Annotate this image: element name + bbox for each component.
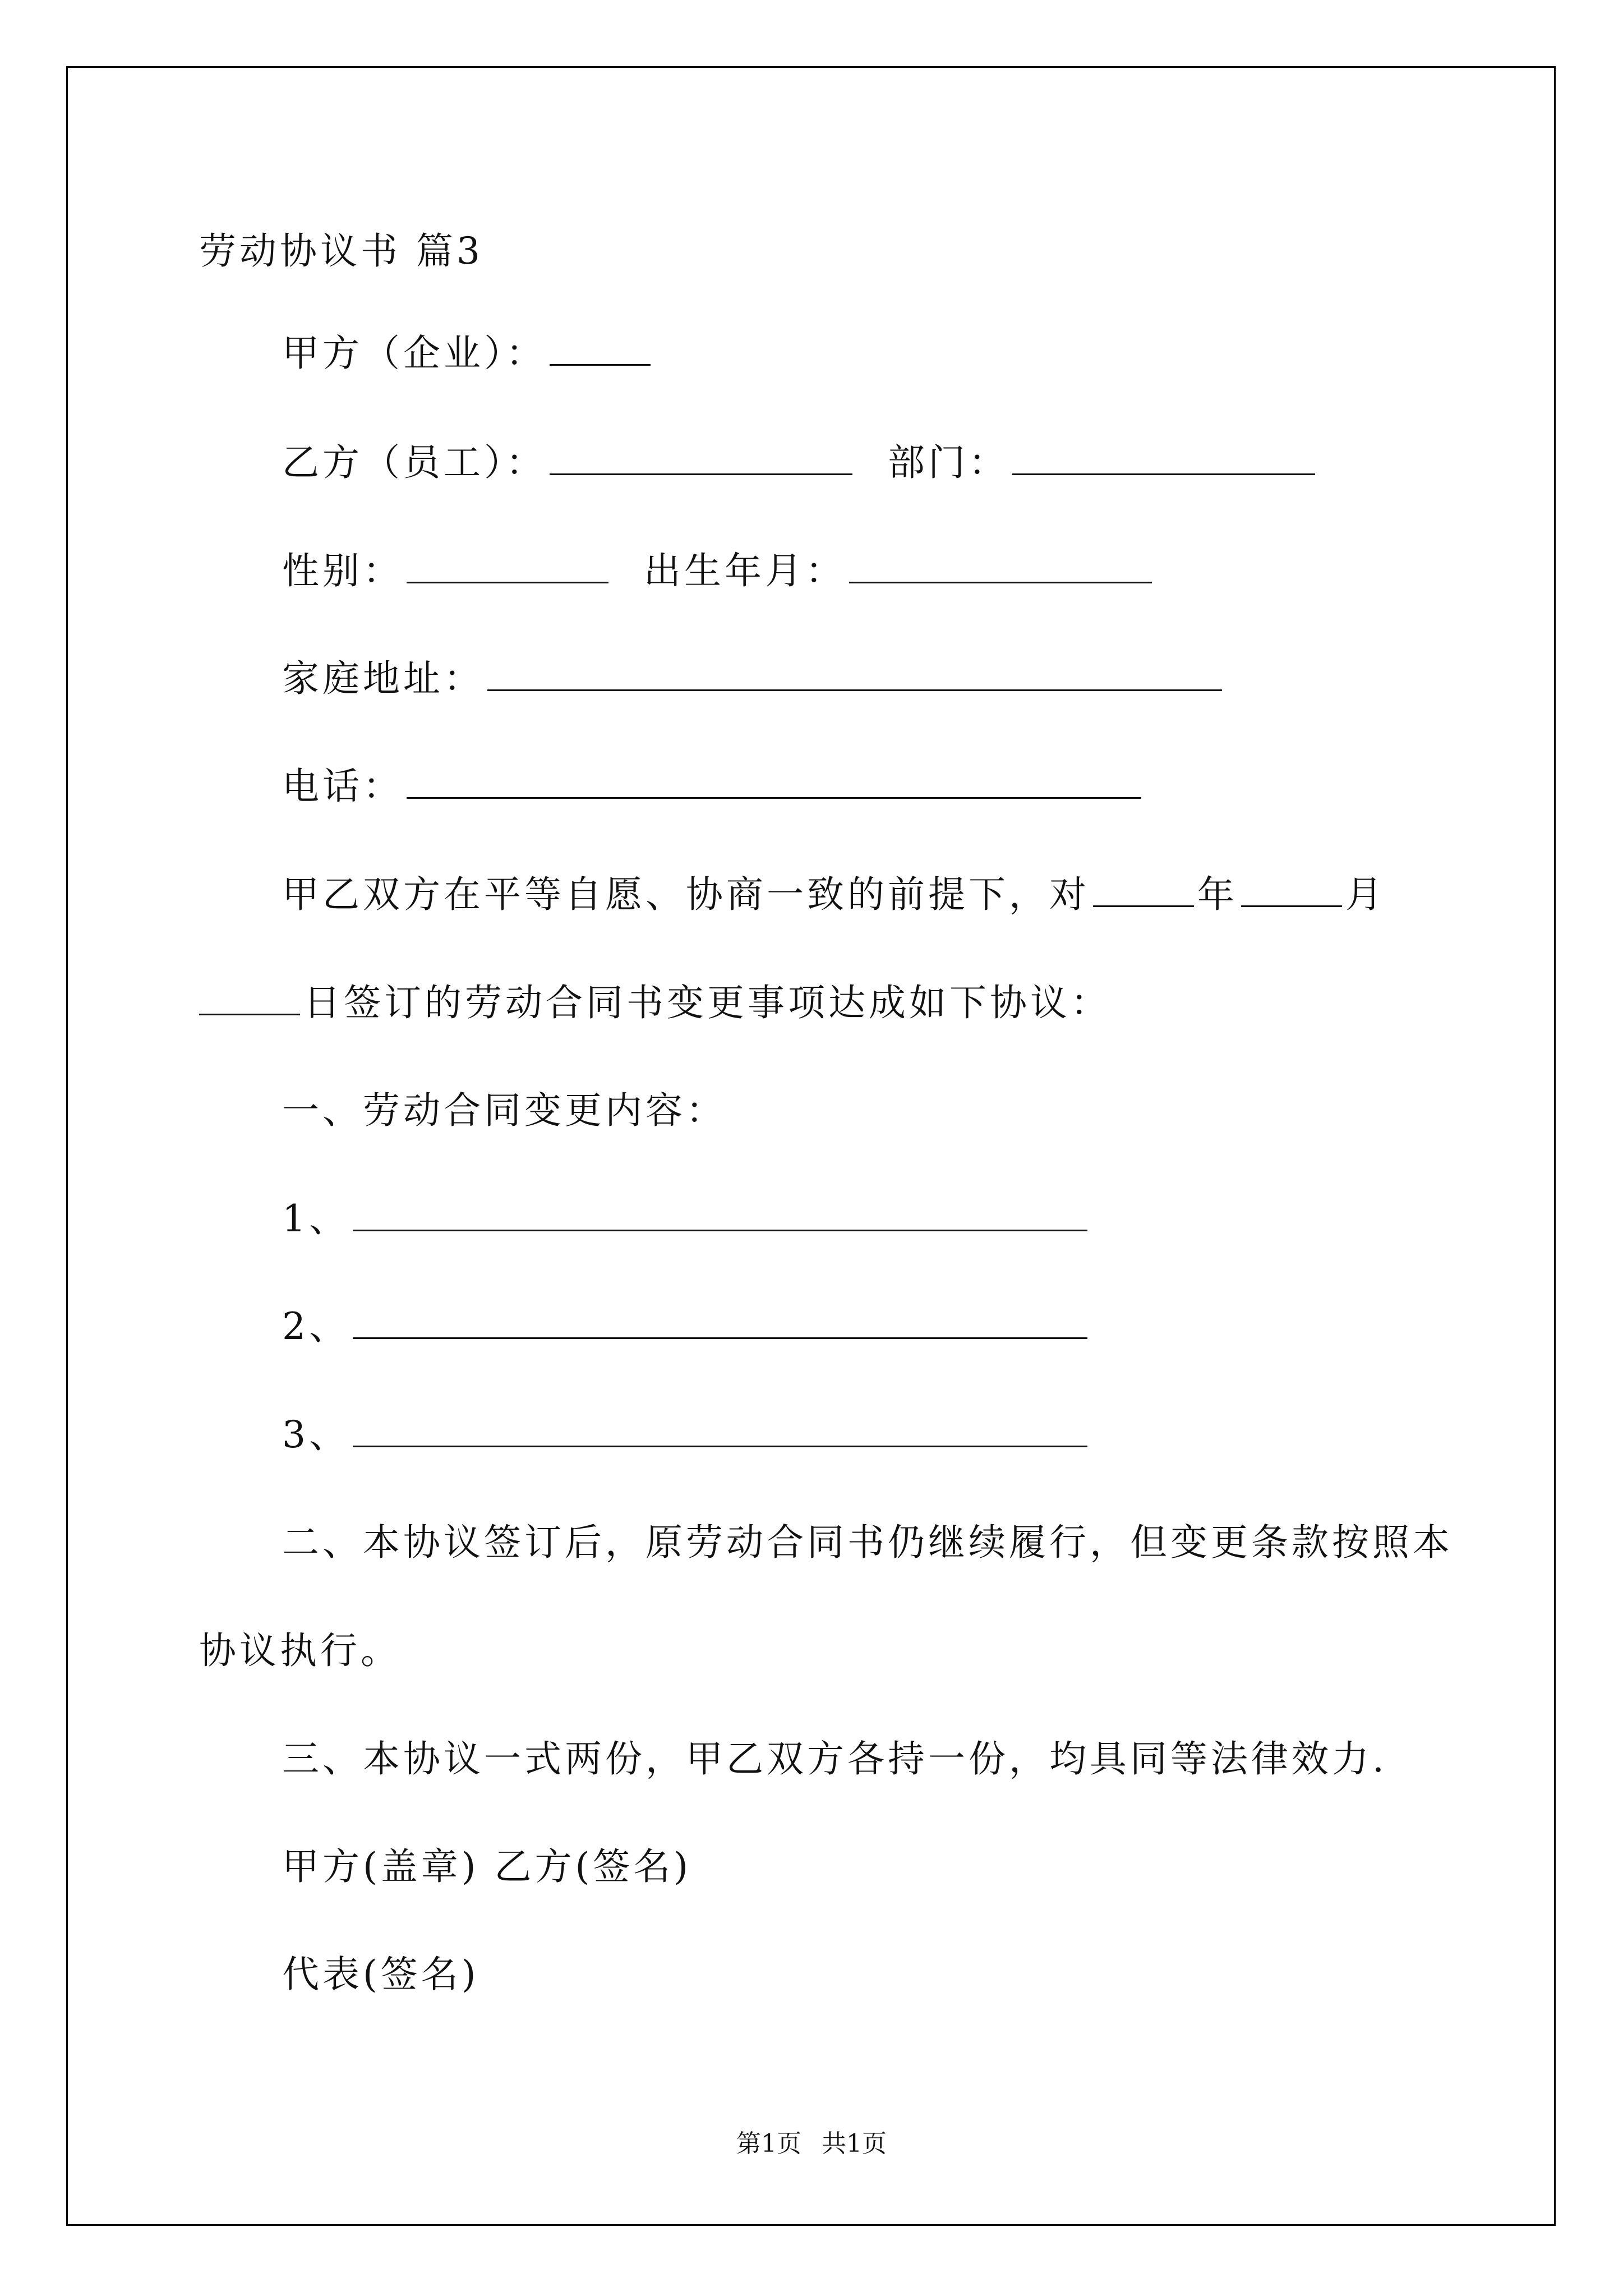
address-row (282, 656, 1225, 701)
department-label: 部门： (887, 441, 1009, 484)
party-b-row (282, 440, 1318, 485)
section-1-heading: 一、劳动合同变更内容： (282, 1089, 726, 1132)
party-b-label: 乙方（员工）： (282, 441, 546, 484)
birth-label: 出生年月： (643, 549, 846, 592)
item-2-row (282, 1304, 1091, 1349)
page-current: 第1页 (736, 2129, 801, 2158)
day-blank (199, 981, 300, 1015)
section-2-line-1: 二、本协议签订后，原劳动合同书仍继续履行，但变更条款按照本 (282, 1521, 1453, 1564)
page-border (66, 66, 1556, 2226)
page-footer (0, 2123, 1623, 2159)
signature-line: 甲方(盖章) 乙方(签名) (282, 1845, 691, 1888)
item-1-blank (353, 1197, 1087, 1231)
section-3: 三、本协议一式两份，甲乙双方各持一份，均具同等法律效力. (282, 1737, 1387, 1780)
phone-blank (407, 765, 1141, 799)
party-a-label: 甲方（企业）： (282, 332, 546, 375)
item-2-label: 2、 (282, 1305, 349, 1348)
month-blank (1241, 873, 1342, 907)
item-2-blank (353, 1305, 1087, 1339)
document-title: 劳动协议书 篇3 (199, 229, 483, 273)
year-blank (1093, 873, 1194, 907)
phone-label: 电话： (282, 765, 403, 808)
department-blank (1012, 441, 1315, 475)
birth-blank (849, 549, 1152, 583)
section-2-line-2: 协议执行。 (199, 1629, 401, 1672)
intro-line-1 (282, 872, 1386, 917)
party-a-blank (550, 332, 651, 366)
item-1-row (282, 1197, 1091, 1241)
item-3-row (282, 1412, 1091, 1457)
phone-row (282, 764, 1145, 809)
intro-text-2: 日签订的劳动合同书变更事项达成如下协议： (303, 981, 1111, 1024)
item-3-blank (353, 1413, 1087, 1447)
party-a-row (282, 331, 654, 376)
intro-line-2 (199, 981, 1111, 1025)
year-label: 年 (1197, 873, 1238, 916)
address-label: 家庭地址： (282, 657, 484, 700)
representative-line: 代表(签名) (282, 1953, 479, 1996)
page-total: 共1页 (822, 2129, 887, 2158)
month-label: 月 (1345, 873, 1386, 916)
gender-label: 性别： (282, 549, 403, 592)
intro-text-1: 甲乙双方在平等自愿、协商一致的前提下，对 (282, 873, 1090, 916)
address-blank (487, 657, 1222, 691)
item-3-label: 3、 (282, 1413, 349, 1456)
gender-birth-row (282, 549, 1155, 593)
gender-blank (407, 549, 608, 583)
party-b-blank (550, 441, 852, 475)
item-1-label: 1、 (282, 1197, 349, 1240)
